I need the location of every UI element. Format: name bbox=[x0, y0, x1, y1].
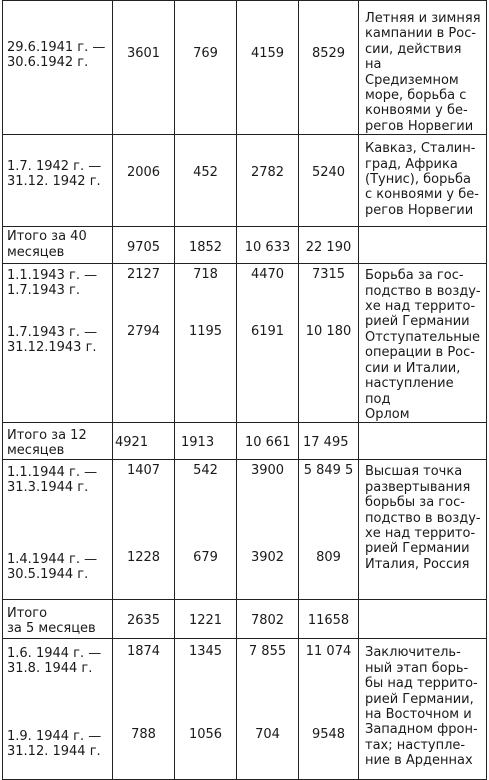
value-text: 542 bbox=[193, 463, 218, 479]
value-cell bbox=[175, 1, 237, 135]
value-text: 788 bbox=[131, 727, 156, 743]
value-text: 679 bbox=[193, 550, 218, 566]
value-text: 1228 bbox=[126, 550, 161, 566]
operations-cell bbox=[359, 1, 487, 135]
period-cell bbox=[3, 135, 113, 227]
period-cell bbox=[3, 460, 113, 600]
table-row bbox=[3, 460, 487, 600]
value-text: 6191 bbox=[250, 324, 285, 340]
subtotal-row bbox=[3, 227, 487, 264]
value-text: 8529 bbox=[311, 46, 346, 61]
operations-text: Заключитель- ный этап борь- бы над террито- рией Германии, на Восточном и Западном фрон- тах; наступле- ние в Арденнах bbox=[365, 645, 478, 769]
value-text: 10 180 bbox=[305, 324, 352, 340]
value-text: 704 bbox=[255, 727, 280, 743]
value-text: 3900 bbox=[250, 463, 285, 479]
value-cell bbox=[237, 227, 299, 264]
value-text: 17 495 bbox=[303, 435, 349, 451]
period-text: 1.7. 1942 г. — 31.12. 1942 г. bbox=[7, 159, 102, 190]
value-cell bbox=[175, 227, 237, 264]
table-row bbox=[3, 135, 487, 227]
value-text: 1874 bbox=[126, 644, 161, 660]
period-cell bbox=[3, 1, 113, 135]
value-cell bbox=[299, 600, 359, 639]
value-text: 7802 bbox=[250, 613, 285, 629]
value-cell bbox=[237, 1, 299, 135]
value-text: 22 190 bbox=[305, 240, 352, 256]
value-text: 3902 bbox=[250, 550, 285, 566]
value-text: 2006 bbox=[126, 165, 161, 181]
value-cell bbox=[113, 639, 175, 780]
value-cell bbox=[299, 639, 359, 780]
value-text: 4921 bbox=[115, 435, 149, 451]
value-text: 1913 bbox=[181, 435, 215, 451]
subtotal-label: Итого за 5 месяцев bbox=[7, 606, 96, 637]
value-text: 11658 bbox=[307, 613, 350, 629]
period-cell bbox=[3, 639, 113, 780]
value-cell bbox=[113, 423, 175, 460]
value-text: 5240 bbox=[311, 165, 346, 181]
period-cell bbox=[3, 264, 113, 423]
operations-cell bbox=[359, 600, 487, 639]
value-cell bbox=[113, 600, 175, 639]
value-cell bbox=[113, 227, 175, 264]
value-cell bbox=[299, 264, 359, 423]
subtotal-label-cell bbox=[3, 227, 113, 264]
value-text: 10 633 bbox=[244, 240, 291, 256]
value-cell bbox=[113, 460, 175, 600]
period-text: 29.6.1941 г. — 30.6.1942 г. bbox=[7, 40, 106, 70]
value-cell bbox=[299, 135, 359, 227]
value-cell bbox=[175, 135, 237, 227]
table-row bbox=[3, 1, 487, 135]
value-text: 11 074 bbox=[305, 644, 352, 660]
period-text: 1.9. 1944 г. — 31.12. 1944 г. bbox=[7, 729, 102, 760]
value-text: 2794 bbox=[126, 324, 161, 340]
subtotal-label-cell bbox=[3, 600, 113, 639]
operations-cell bbox=[359, 423, 487, 460]
value-cell bbox=[237, 460, 299, 600]
period-text: 1.4.1944 г. — 30.5.1944 г. bbox=[7, 552, 98, 583]
value-text: 1345 bbox=[188, 644, 223, 660]
subtotal-row bbox=[3, 600, 487, 639]
value-cell bbox=[113, 135, 175, 227]
operations-text: Борьба за гос- подство в возду- хе над террито- рией Германии Отступательные операции в Рос- сии и Италии, наступление под Орлом bbox=[365, 268, 481, 422]
value-text: 7315 bbox=[311, 267, 346, 283]
value-cell bbox=[299, 227, 359, 264]
value-text: 452 bbox=[193, 165, 218, 181]
period-text: 1.1.1944 г. — 31.3.1944 г. bbox=[7, 465, 98, 496]
operations-cell bbox=[359, 460, 487, 600]
value-cell bbox=[175, 264, 237, 423]
subtotal-label: Итого за 40 месяцев bbox=[7, 229, 87, 261]
value-cell bbox=[237, 423, 299, 460]
value-cell bbox=[175, 460, 237, 600]
value-text: 1407 bbox=[126, 463, 161, 479]
operations-cell bbox=[359, 639, 487, 780]
value-text: 9705 bbox=[126, 240, 161, 256]
operations-text: Летняя и зимняя кампании в Рос- сии, действия на Средиземном море, борьба с конвоями у бе- регов Норвегии bbox=[365, 11, 481, 134]
operations-cell bbox=[359, 264, 487, 423]
value-cell bbox=[237, 264, 299, 423]
value-text: 7 855 bbox=[248, 644, 287, 660]
period-text: 1.7.1943 г. — 31.12.1943 г. bbox=[7, 325, 98, 356]
value-cell bbox=[237, 639, 299, 780]
value-text: 3601 bbox=[126, 46, 161, 61]
value-text: 2127 bbox=[126, 267, 161, 283]
value-text: 1852 bbox=[188, 240, 223, 256]
value-cell bbox=[237, 135, 299, 227]
value-text: 809 bbox=[316, 550, 341, 566]
operations-cell bbox=[359, 227, 487, 264]
value-text: 1195 bbox=[188, 324, 223, 340]
value-text: 10 661 bbox=[245, 435, 291, 451]
value-cell bbox=[175, 639, 237, 780]
value-cell bbox=[299, 423, 359, 460]
value-cell bbox=[113, 264, 175, 423]
table-row bbox=[3, 264, 487, 423]
value-text: 9548 bbox=[311, 727, 346, 743]
subtotal-label: Итого за 12 месяцев bbox=[7, 428, 87, 459]
value-cell bbox=[175, 600, 237, 639]
value-text: 2782 bbox=[250, 165, 285, 181]
value-text: 1221 bbox=[188, 613, 223, 629]
operations-text: Высшая точка развертывания борьбы за гос- подство в возду- хе над террито- рией Германии Италия, Россия bbox=[365, 464, 481, 572]
value-cell bbox=[113, 1, 175, 135]
period-text: 1.6. 1944 г. — 31.8. 1944 г. bbox=[7, 646, 102, 677]
period-text: 1.1.1943 г. — 1.7.1943 г. bbox=[7, 268, 98, 299]
losses-table bbox=[2, 0, 487, 780]
subtotal-label-cell bbox=[3, 423, 113, 460]
value-cell bbox=[237, 600, 299, 639]
operations-cell bbox=[359, 135, 487, 227]
value-cell bbox=[299, 460, 359, 600]
value-cell bbox=[175, 423, 237, 460]
subtotal-row bbox=[3, 423, 487, 460]
value-text: 769 bbox=[193, 46, 218, 61]
value-text: 718 bbox=[193, 267, 218, 283]
value-cell bbox=[299, 1, 359, 135]
table-row bbox=[3, 639, 487, 780]
value-text: 5 849 5 bbox=[303, 463, 354, 479]
value-text: 4470 bbox=[250, 267, 285, 283]
operations-text: Кавказ, Сталин- град, Африка (Тунис), борьба с конвоями у бе- регов Норвегии bbox=[365, 141, 479, 218]
value-text: 4159 bbox=[250, 46, 285, 61]
value-text: 2635 bbox=[126, 613, 161, 629]
value-text: 1056 bbox=[188, 727, 223, 743]
